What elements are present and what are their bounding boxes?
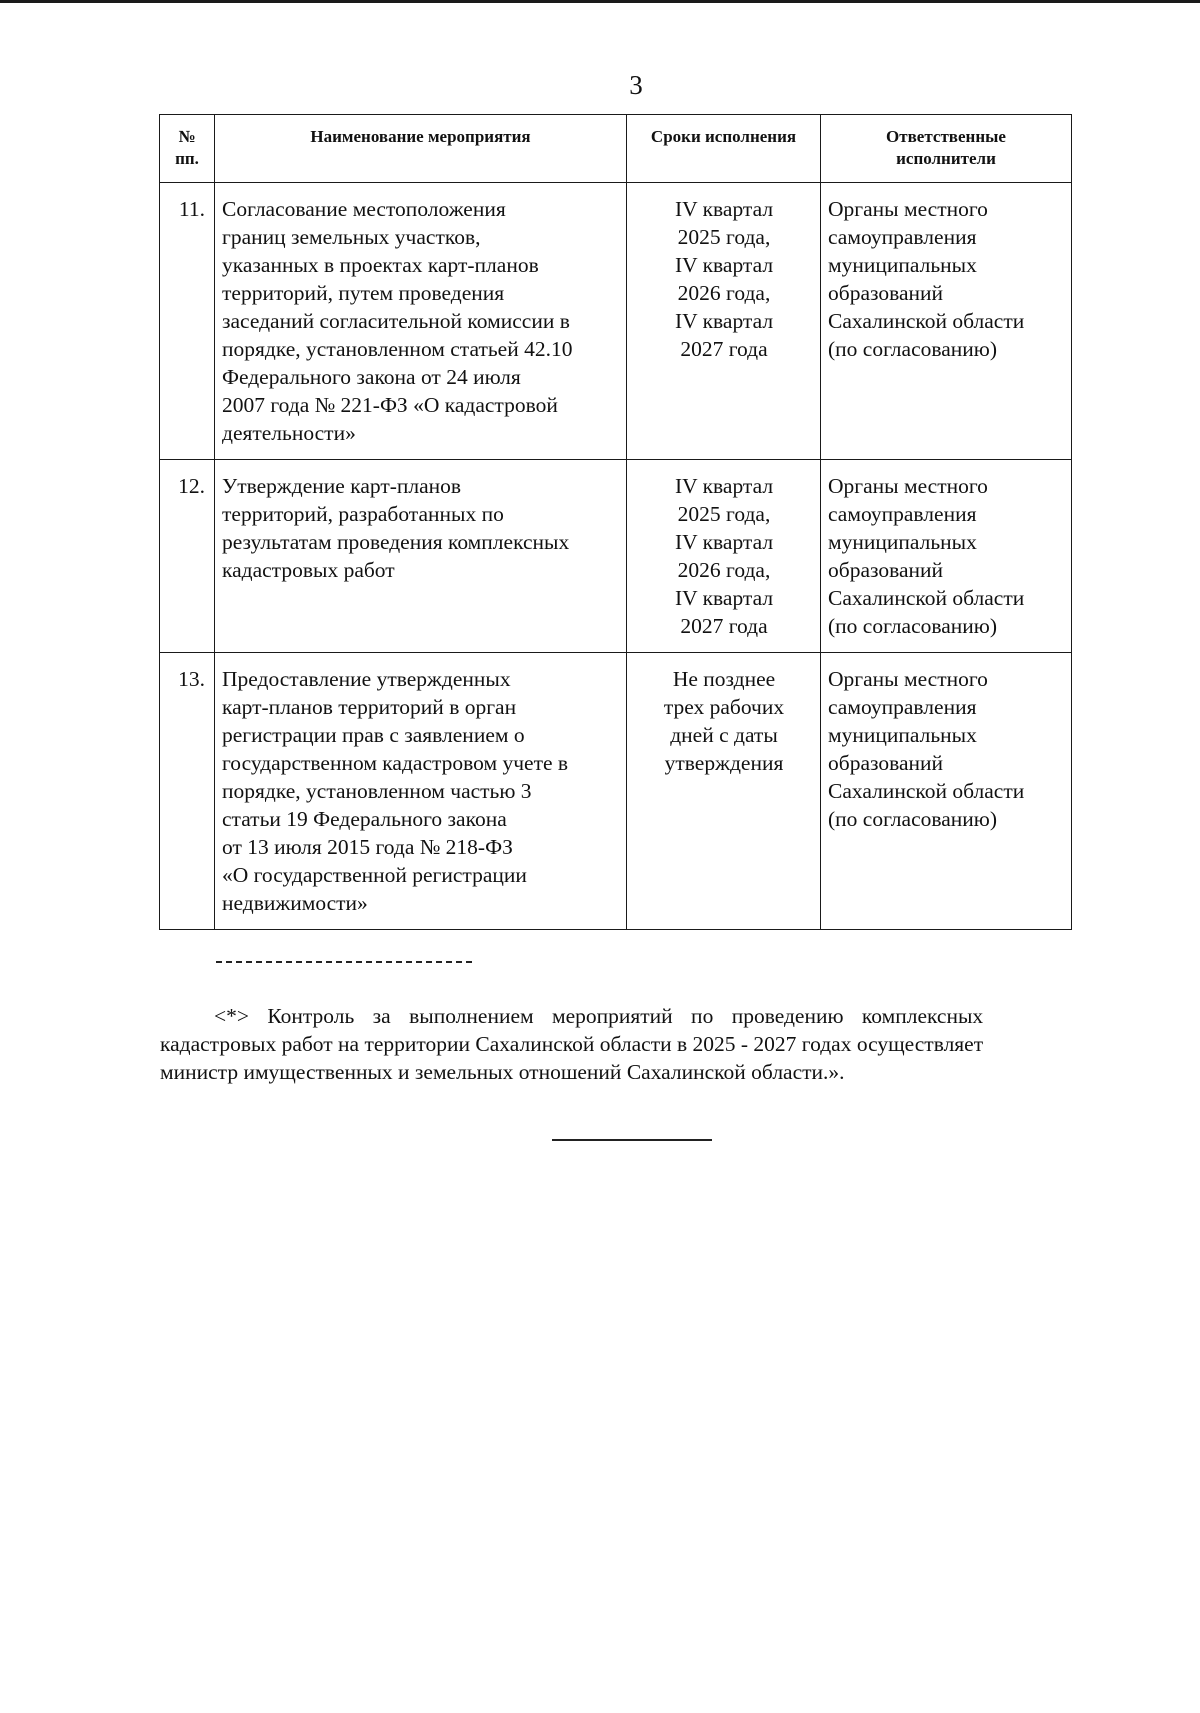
row-number: 11.: [160, 183, 215, 460]
row-number: 12.: [160, 460, 215, 653]
header-responsible: Ответственные исполнители: [821, 115, 1072, 183]
header-number: № пп.: [160, 115, 215, 183]
table-row: [160, 653, 1072, 930]
row-deadline: IV квартал 2025 года, IV квартал 2026 года, IV квартал 2027 года: [627, 460, 821, 653]
footnote-line: министр имущественных и земельных отношений Сахалинской области.».: [160, 1060, 845, 1084]
row-number: 13.: [160, 653, 215, 930]
table-header-row: [160, 115, 1072, 183]
footnote: [160, 1002, 1104, 1086]
header-measure-name: Наименование мероприятия: [215, 115, 627, 183]
row-measure-name: Утверждение карт-планов территорий, разработанных по результатам проведения комплексных кадастровых работ: [215, 460, 627, 653]
footnote-line: кадастровых работ на территории Сахалинской области в 2025 - 2027 годах осуществляет: [160, 1032, 984, 1056]
end-of-document-rule: [552, 1139, 712, 1141]
row-deadline: IV квартал 2025 года, IV квартал 2026 года, IV квартал 2027 года: [627, 183, 821, 460]
page-number: 3: [629, 70, 643, 100]
measures-table: [159, 114, 1072, 930]
table-row: [160, 460, 1072, 653]
row-deadline: Не позднее трех рабочих дней с даты утверждения: [627, 653, 821, 930]
table-row: [160, 183, 1072, 460]
row-measure-name: Согласование местоположения границ земельных участков, указанных в проектах карт-планов территорий, путем проведения заседаний согласительной комиссии в порядке, установленном статьей 42.10 Федерального закона от 24 июля 2007 года № 221-ФЗ «О кадастровой деятельности»: [215, 183, 627, 460]
row-responsible: Органы местного самоуправления муниципальных образований Сахалинской области (по согласованию): [821, 653, 1072, 930]
row-responsible: Органы местного самоуправления муниципальных образований Сахалинской области (по согласованию): [821, 460, 1072, 653]
footnote-line: <*> Контроль за выполнением мероприятий по проведению комплексных: [214, 1004, 984, 1028]
row-responsible: Органы местного самоуправления муниципальных образований Сахалинской области (по согласованию): [821, 183, 1072, 460]
footnote-separator: [216, 961, 472, 963]
top-edge-rule: [0, 0, 1200, 3]
header-deadlines: Сроки исполнения: [627, 115, 821, 183]
row-measure-name: Предоставление утвержденных карт-планов территорий в орган регистрации прав с заявлением о государственном кадастровом учете в порядке, установленном частью 3 статьи 19 Федерального закона от 13 июля 2015 года № 218-ФЗ «О государственной регистрации недвижимости»: [215, 653, 627, 930]
